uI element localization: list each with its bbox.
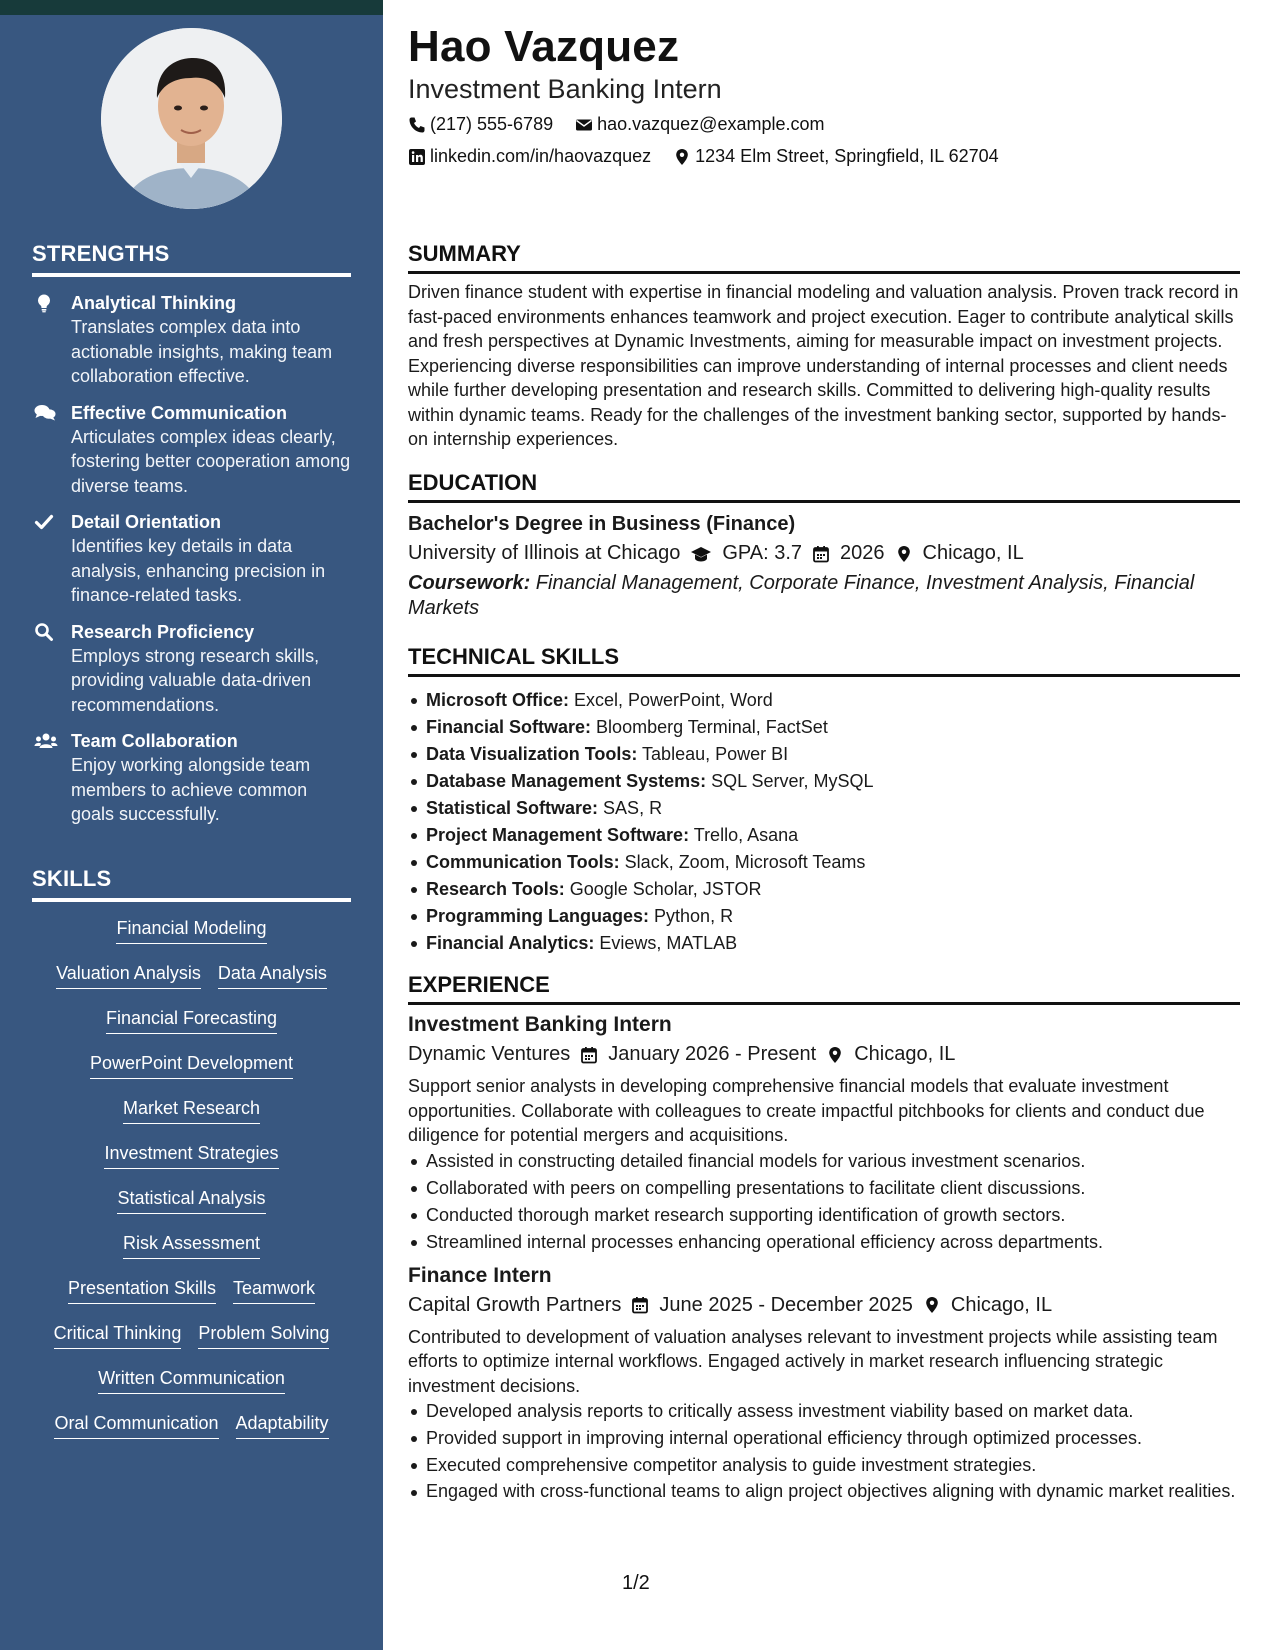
- graduation-year: 2026: [840, 542, 885, 564]
- skill-tag: Adaptability: [236, 1411, 329, 1439]
- address-contact: [673, 146, 999, 167]
- skill-category: Statistical Software:: [426, 798, 599, 818]
- list-item: [408, 822, 1240, 849]
- list-item: [408, 687, 1240, 714]
- skill-category: Database Management Systems:: [426, 771, 707, 791]
- strength-desc: Enjoy working alongside team members to achieve common goals successfully.: [71, 755, 311, 824]
- list-item: Executed comprehensive competitor analysis to guide investment strategies.: [408, 1452, 1240, 1479]
- skill-category: Microsoft Office:: [426, 690, 570, 710]
- map-pin-icon: [895, 545, 913, 563]
- job-meta: [408, 1043, 1240, 1066]
- list-item: Assisted in constructing detailed financial models for various investment scenarios.: [408, 1148, 1240, 1175]
- company-name: Capital Growth Partners: [408, 1293, 622, 1316]
- list-item: Collaborated with peers on compelling presentations to facilitate client discussions.: [408, 1175, 1240, 1202]
- school-name: University of Illinois at Chicago: [408, 542, 681, 564]
- strength-item: [32, 401, 351, 499]
- skill-row: [32, 1411, 351, 1456]
- job-entry: [408, 1264, 1240, 1504]
- skill-category: Project Management Software:: [426, 825, 690, 845]
- phone-contact: [408, 114, 553, 135]
- list-item: [408, 930, 1240, 957]
- skill-row: [32, 1006, 351, 1051]
- strengths-list: [32, 291, 351, 827]
- skill-tag: Written Communication: [98, 1366, 285, 1394]
- phone-icon: [408, 116, 426, 134]
- job-meta: [408, 1294, 1240, 1317]
- skill-row: [32, 1096, 351, 1141]
- skill-tag: Financial Forecasting: [106, 1006, 277, 1034]
- email-text[interactable]: hao.vazquez@example.com: [597, 114, 825, 134]
- job-location: Chicago, IL: [854, 1043, 956, 1065]
- skill-category: Data Visualization Tools:: [426, 744, 638, 764]
- job-summary: Contributed to development of valuation analyses relevant to investment projects while assisting team efforts to optimize internal workflows. Engaged actively in market research influencing strategic investment decisions.: [408, 1326, 1218, 1396]
- lightbulb-icon: [34, 293, 54, 313]
- strength-title: Detail Orientation: [71, 512, 222, 532]
- education-heading: EDUCATION: [408, 470, 1240, 503]
- email-contact: [575, 114, 824, 135]
- strength-desc: Translates complex data into actionable insights, making team collaboration effective.: [71, 317, 333, 386]
- list-item: [408, 849, 1240, 876]
- skill-tag: Teamwork: [233, 1276, 315, 1304]
- skill-category: Research Tools:: [426, 879, 565, 899]
- profile-photo-illustration: [101, 28, 282, 209]
- skill-values: Excel, PowerPoint, Word: [569, 690, 773, 710]
- skill-category: Programming Languages:: [426, 906, 650, 926]
- skill-values: Bloomberg Terminal, FactSet: [591, 717, 828, 737]
- envelope-icon: [575, 116, 593, 134]
- phone-text[interactable]: (217) 555-6789: [430, 114, 554, 134]
- education-meta: [408, 542, 1240, 565]
- strength-item: [32, 620, 351, 718]
- strength-item: [32, 291, 351, 389]
- skill-category: Financial Analytics:: [426, 933, 595, 953]
- list-item: Engaged with cross-functional teams to align project objectives aligning with dynamic market realities.: [408, 1479, 1240, 1504]
- strength-title: Analytical Thinking: [71, 293, 237, 313]
- skill-tag: Valuation Analysis: [56, 961, 201, 989]
- skill-tag: Market Research: [123, 1096, 260, 1124]
- skill-values: Slack, Zoom, Microsoft Teams: [619, 852, 866, 872]
- skills-heading: SKILLS: [32, 866, 351, 902]
- skill-row: [32, 916, 351, 961]
- summary-text: Driven finance student with expertise in financial modeling and valuation analysis. Proven track record in fast-paced environments enhances teamwork and project execution. Eager to contribute analytical skills and fresh perspectives at Dynamic Investments, aiming for measurable impact on investment projects. Experiencing diverse responsibilities can improve understanding of internal processes and client needs while further developing presentation and research skills. Committed to delivering high-quality results within dynamic teams. Ready for the challenges of the investment banking sector, supported by hands-on internship experiences.: [408, 282, 1239, 449]
- skill-row: [32, 1231, 351, 1276]
- list-item: Conducted thorough market research supporting identification of growth sectors.: [408, 1202, 1240, 1229]
- strength-title: Effective Communication: [71, 402, 288, 423]
- job-title: Investment Banking Intern: [408, 1013, 672, 1036]
- skill-values: SAS, R: [598, 798, 663, 818]
- coursework: [408, 571, 1240, 620]
- strength-title: Team Collaboration: [71, 731, 238, 751]
- skill-values: Tableau, Power BI: [637, 744, 789, 764]
- list-item: [408, 768, 1240, 795]
- skill-row: [32, 1051, 351, 1096]
- strength-desc: Identifies key details in data analysis, enhancing precision in finance-related tasks.: [71, 536, 326, 605]
- linkedin-text[interactable]: linkedin.com/in/haovazquez: [430, 146, 652, 166]
- contact-row-1: [408, 114, 824, 135]
- job-location: Chicago, IL: [950, 1293, 1053, 1316]
- strength-title: Research Proficiency: [71, 621, 255, 642]
- strength-item: [32, 729, 351, 827]
- skill-values: Google Scholar, JSTOR: [564, 879, 762, 899]
- comments-icon: [34, 403, 54, 423]
- page-number: 1/2: [622, 1572, 650, 1594]
- technical-skills-section: [408, 644, 1240, 957]
- skill-tag: Oral Communication: [54, 1411, 218, 1439]
- profile-photo: [101, 28, 282, 209]
- gpa-text: GPA: 3.7: [722, 542, 803, 564]
- coursework-text: Financial Management, Corporate Finance, Investment Analysis, Financial Markets: [408, 572, 1195, 619]
- skill-values: SQL Server, MySQL: [706, 771, 874, 791]
- skill-tag: Critical Thinking: [54, 1321, 182, 1349]
- education-location: Chicago, IL: [922, 542, 1024, 564]
- company-name: Dynamic Ventures: [408, 1043, 571, 1065]
- job-summary: Support senior analysts in developing comprehensive financial models that evaluate investment opportunities. Collaborate with colleagues to create impactful pitchbooks for clients and conduct due diligence for potential mergers and acquisitions.: [408, 1076, 1205, 1145]
- map-pin-icon: [923, 1296, 941, 1314]
- technical-skills-list: [408, 687, 1240, 957]
- search-icon: [34, 622, 54, 642]
- skill-tag: Data Analysis: [218, 961, 327, 989]
- skills-list: [32, 916, 351, 1456]
- calendar-icon: [631, 1296, 649, 1314]
- skill-values: Python, R: [649, 906, 734, 926]
- strength-desc: Employs strong research skills, providing valuable data-driven recommendations.: [71, 645, 320, 715]
- skill-row: [32, 961, 351, 1006]
- map-pin-icon: [826, 1046, 844, 1064]
- list-item: [408, 795, 1240, 822]
- graduation-cap-icon: [690, 545, 712, 563]
- linkedin-contact: [408, 146, 651, 167]
- technical-skills-heading: TECHNICAL SKILLS: [408, 644, 1240, 677]
- skill-category: Communication Tools:: [426, 852, 620, 872]
- job-entry: [408, 1013, 1240, 1256]
- summary-section: [408, 241, 1240, 452]
- skill-row: [32, 1186, 351, 1231]
- calendar-icon: [580, 1046, 598, 1064]
- calendar-icon: [812, 545, 830, 563]
- list-item: Developed analysis reports to critically assess investment viability based on market data.: [408, 1398, 1240, 1425]
- list-item: [408, 903, 1240, 930]
- linkedin-icon: [408, 148, 426, 166]
- list-item: [408, 876, 1240, 903]
- list-item: Provided support in improving internal operational efficiency through optimized processes.: [408, 1425, 1240, 1452]
- skill-tag: Presentation Skills: [68, 1276, 216, 1304]
- coursework-label: Coursework:: [408, 572, 531, 594]
- job-bullets: [408, 1398, 1240, 1504]
- candidate-name: Hao Vazquez: [408, 22, 680, 71]
- skill-values: Eviews, MATLAB: [594, 933, 738, 953]
- sidebar: [0, 0, 383, 1650]
- address-text: 1234 Elm Street, Springfield, IL 62704: [695, 146, 999, 166]
- skill-row: [32, 1141, 351, 1186]
- users-icon: [34, 731, 54, 751]
- summary-heading: SUMMARY: [408, 241, 1240, 274]
- skill-row: [32, 1366, 351, 1411]
- list-item: Streamlined internal processes enhancing operational efficiency across departments.: [408, 1229, 1240, 1256]
- skill-tag: Risk Assessment: [123, 1231, 260, 1259]
- skills-section: [32, 866, 351, 1456]
- experience-section: [408, 972, 1240, 1504]
- skill-values: Trello, Asana: [689, 825, 799, 845]
- list-item: [408, 714, 1240, 741]
- job-dates: January 2026 - Present: [608, 1043, 817, 1065]
- job-title: Finance Intern: [408, 1263, 552, 1287]
- contact-row-2: [408, 146, 999, 167]
- education-section: [408, 470, 1240, 620]
- strength-desc: Articulates complex ideas clearly, fostering better cooperation among diverse teams.: [71, 426, 351, 496]
- skill-row: [32, 1321, 351, 1366]
- experience-heading: EXPERIENCE: [408, 972, 1240, 1005]
- list-item: [408, 741, 1240, 768]
- check-icon: [34, 512, 54, 532]
- skill-tag: Problem Solving: [198, 1321, 329, 1349]
- skill-category: Financial Software:: [426, 717, 592, 737]
- map-pin-icon: [673, 148, 691, 166]
- strength-item: [32, 510, 351, 608]
- sidebar-top-bar: [0, 0, 383, 15]
- strengths-heading: STRENGTHS: [32, 241, 351, 277]
- skill-tag: Financial Modeling: [116, 916, 266, 944]
- candidate-role: Investment Banking Intern: [408, 74, 722, 104]
- skill-row: [32, 1276, 351, 1321]
- skill-tag: Statistical Analysis: [117, 1186, 265, 1214]
- job-dates: June 2025 - December 2025: [659, 1293, 913, 1316]
- job-bullets: [408, 1148, 1240, 1256]
- skill-tag: PowerPoint Development: [90, 1051, 293, 1079]
- skill-tag: Investment Strategies: [104, 1141, 278, 1169]
- strengths-section: [32, 241, 351, 827]
- degree-title: Bachelor's Degree in Business (Finance): [408, 513, 796, 535]
